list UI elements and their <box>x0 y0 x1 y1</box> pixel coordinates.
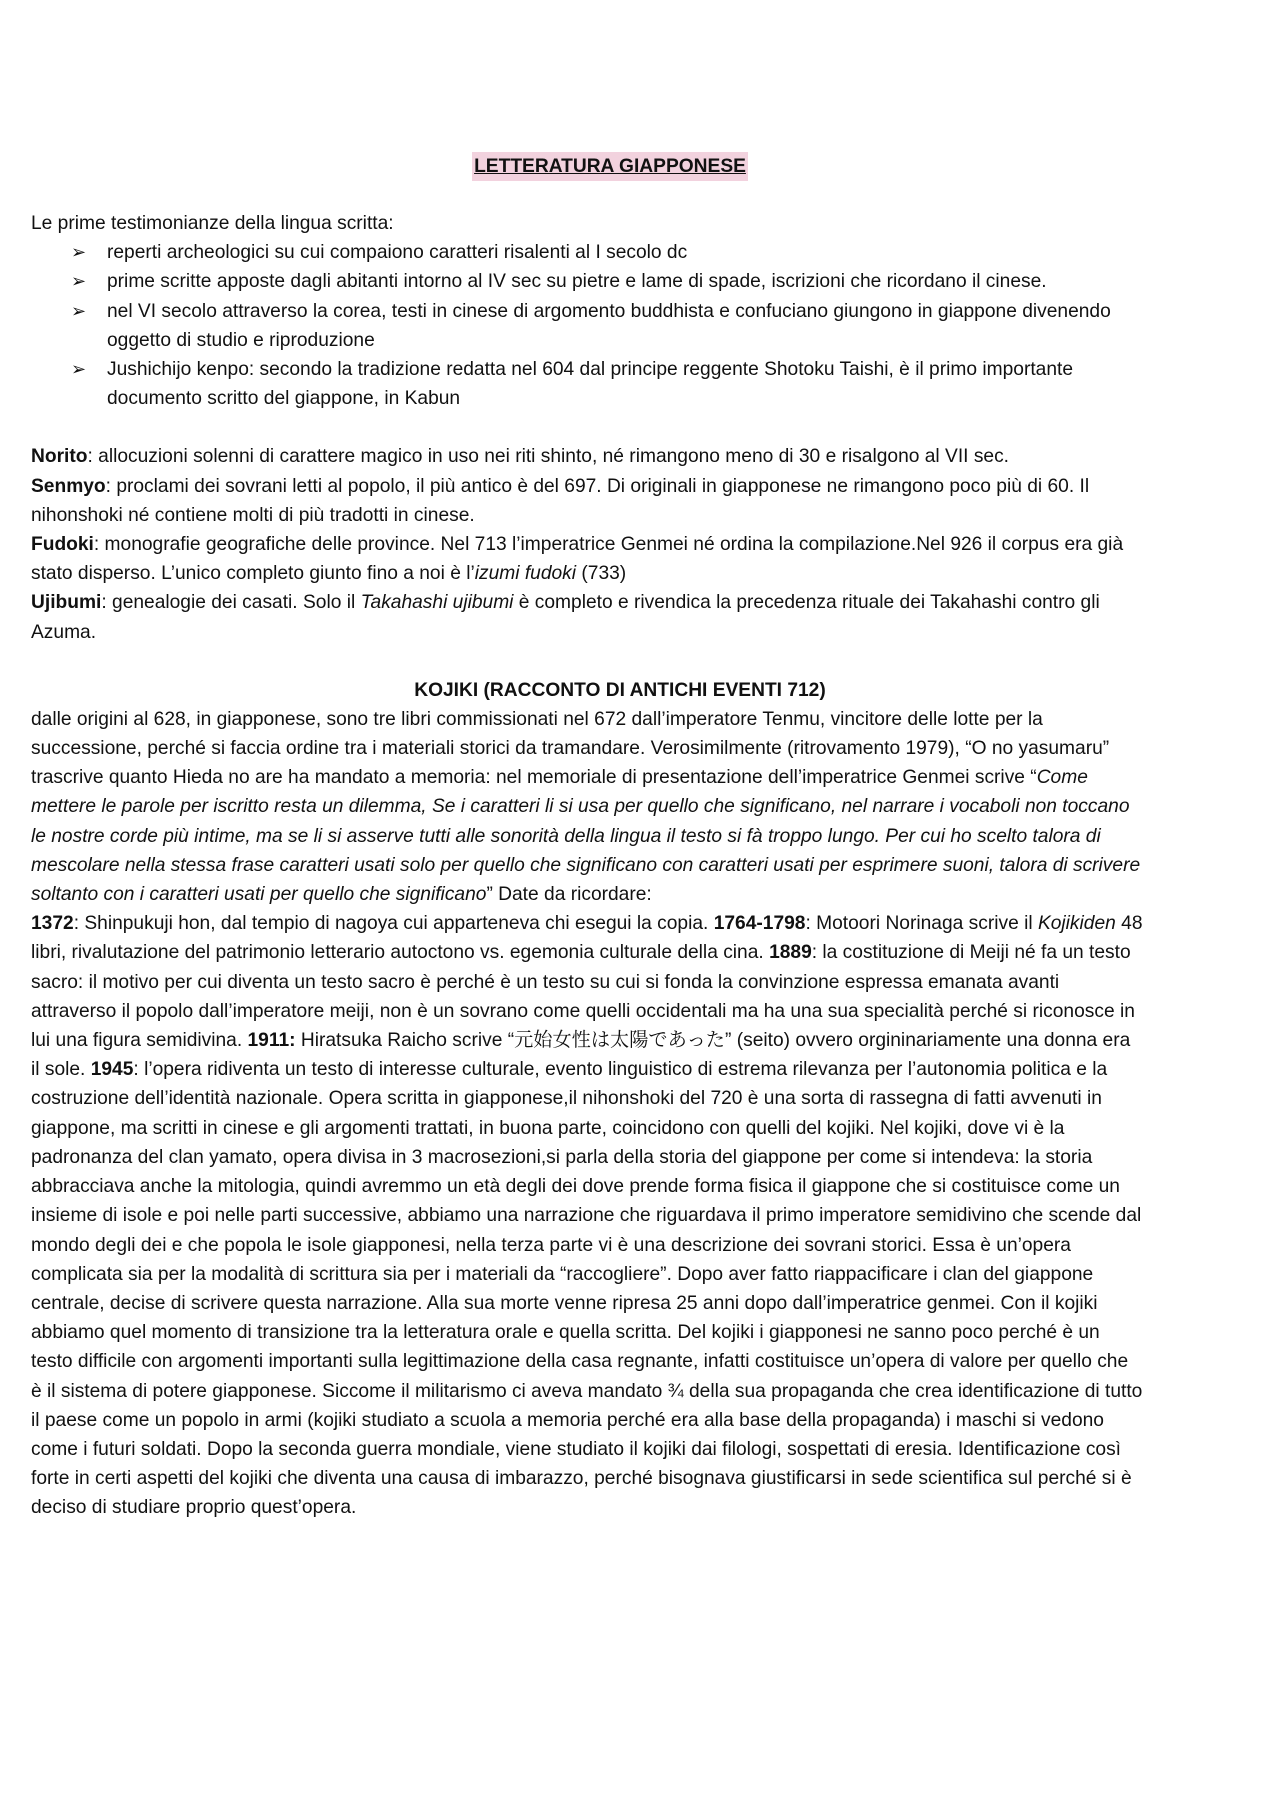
date-1372: 1372 <box>31 913 74 935</box>
definition-fudoki <box>31 530 1143 588</box>
definition-norito <box>31 442 1143 471</box>
definition-senmyo <box>31 472 1143 530</box>
intro-line: Le prime testimonianze della lingua scritta: <box>31 213 394 234</box>
list-item <box>31 238 1143 267</box>
body-text: Hiratsuka Raicho scrive “元始女性は太陽であった” (seito) ovvero orgininariamente una donna era il sole. <box>31 1030 1131 1081</box>
body-text: 48 libri, rivalutazione del patrimonio letterario autoctono vs. egemonia culturale della cina. <box>31 913 1143 964</box>
spacer <box>31 413 1143 442</box>
date-1889: 1889 <box>769 942 812 964</box>
arrowhead-bullet-icon: ➢ <box>71 359 87 381</box>
definition-text: : monografie geografiche delle province. Nel 713 l’imperatrice Genmei né ordina la compilazione.Nel 926 il corpus era già stato disperso. L’unico completo giunto fino a noi è l’ <box>31 534 1124 585</box>
definition-italic-title: Takahashi ujibumi <box>360 592 514 614</box>
list-item-text: nel VI secolo attraverso la corea, testi in cinese di argomento buddhista e confuciano giungono in giappone divenendo oggetto di studio e riproduzione <box>107 300 1111 351</box>
list-item <box>31 267 1143 296</box>
arrowhead-bullet-icon: ➢ <box>71 300 87 322</box>
body-text: : l’opera ridiventa un testo di interesse culturale, evento linguistico di estrema rilevanza per l’autonomia politica e la costruzione dell’identità nazionale. Opera scritta in giapponese,il nihonshoki del 720 è una sorta di rassegna di fatti avvenuti in giappone, ma scritti in cinese e gli argomenti trattati, in buona parte, coincidono con quelli del kojiki. Nel kojiki, dove vi è la padronanza del clan yamato, opera divisa in 3 macrosezioni,si parla della storia del giappone per come si intendeva: la storia abbracciava anche la mitologia, quindi avremmo un età degli dei dove prende forma fisica il giappone che si costituisce come un insieme di isole e poi nelle parti successive, abbiamo una narrazione che riguardava il primo imperatore semidivino che scende dal mondo degli dei e che popola le isole giapponesi, nella terza parte vi è una descrizione dei sovrani storici. Essa è un’opera complicata sia per la modalità di scrittura sia per i materiali da “raccogliere”. Dopo aver fatto riappacificare i clan del giappone centrale, decise di scrivere questa narrazione. Alla sua morte venne ripresa 25 anni dopo dall’imperatrice genmei. Con il kojiki abbiamo quel momento di transizione tra la letteratura orale e quella scritta. Del kojiki i giapponesi ne sanno poco perché è un testo difficile con argomenti importanti sulla legittimazione della casa regnante, infatti costituisce un’opera di valore per quello che è il sistema di potere giapponese. Siccome il militarismo ci aveva mandato ¾ della sua propaganda che crea identificazione di tutto il paese come un popolo in armi (kojiki studiato a scuola a memoria perché era alla base della propaganda) i maschi si vedono come i futuri soldati. Dopo la seconda guerra mondiale, viene studiato il kojiki dai filologi, sospettati di eresia. Identificazione così forte in certi aspetti del kojiki che diventa una causa di imbarazzo, perché bisognava giustificarsi in sede scientifica sul perché si è deciso di studiare proprio quest’opera. <box>31 1059 1143 1519</box>
date-1945: 1945 <box>90 1059 134 1081</box>
body-text: : Motoori Norinaga scrive il <box>805 913 1038 935</box>
document-page <box>31 152 1143 1523</box>
genmei-quote: Come mettere le parole per iscritto resta un dilemma, Se i caratteri li si usa per quello che significano, nel narrare i vocaboli non toccano le nostre corde più intime, ma se li si asserve tutti alle sonorità della lingua il testo si fà troppo lungo. Per cui ho scelto talora di mescolare nella stessa frase caratteri usati solo per quello che significano con caratteri usati per esprimere suoni, talora di scrivere soltanto con i caratteri usati per quello che significano <box>31 767 1141 906</box>
date-1764-1798: 1764-1798 <box>713 913 806 935</box>
definition-term: Ujibumi <box>31 592 102 614</box>
body-text: ” Date da ricordare: <box>486 884 652 906</box>
definition-ujibumi <box>31 588 1143 646</box>
kojiki-body-paragraph <box>31 705 1143 1523</box>
body-text: dalle origini al 628, in giapponese, sono tre libri commissionati nel 672 dall’imperatore Tenmu, vincitore delle lotte per la successione, perché si faccia ordine tra i materiali storici da tramandare. Verosimilmente (ritrovamento 1979), “O no yasumaru” trascrive quanto Hieda no are ha mandato a memoria: nel memoriale di presentazione dell’imperatrice Genmei scrive “ <box>31 708 1110 789</box>
definition-text: (733) <box>576 563 627 585</box>
body-text: : Shinpukuji hon, dal tempio di nagoya cui apparteneva chi esegui la copia. <box>73 913 714 935</box>
intro-bullet-list <box>31 238 1143 413</box>
list-item-text: reperti archeologici su cui compaiono caratteri risalenti al I secolo dc <box>107 242 688 264</box>
page-title: LETTERATURA GIAPPONESE <box>472 152 748 181</box>
list-item <box>31 297 1143 355</box>
definition-text: : genealogie dei casati. Solo il <box>101 592 361 614</box>
definition-term: Norito <box>31 446 88 468</box>
arrowhead-bullet-icon: ➢ <box>71 242 87 264</box>
definition-text: è completo e rivendica la precedenza rituale dei Takahashi contro gli Azuma. <box>31 592 1100 643</box>
list-item-text: prime scritte apposte dagli abitanti intorno al IV sec su pietre e lame di spade, iscrizioni che ricordano il cinese. <box>107 271 1047 293</box>
definition-text: : allocuzioni solenni di carattere magico in uso nei riti shinto, né rimangono meno di 30 e risalgono al VII sec. <box>87 446 1010 468</box>
definition-italic-title: izumi fudoki <box>474 563 577 585</box>
kojikiden-title: Kojikiden <box>1037 913 1116 935</box>
section-heading-kojiki: KOJIKI (RACCONTO DI ANTICHI EVENTI 712) <box>414 679 826 701</box>
date-1911: 1911: <box>247 1030 296 1052</box>
definition-text: : proclami dei sovrani letti al popolo, il più antico è del 697. Di originali in giapponese ne rimangono poco più di 60. Il nihonshoki né contiene molti di più tradotti in cinese. <box>31 475 1090 526</box>
definition-term: Fudoki <box>31 534 94 556</box>
list-item <box>31 355 1143 413</box>
body-text: : la costituzione di Meiji né fa un testo sacro: il motivo per cui diventa un testo sacro è perché è un testo su cui si fonda la convinzione espressa emanata avanti attraverso il popolo dall’imperatore meiji, non è un sovrano come quelli occidentali ma ha una sua specialità perché si riconosce in lui una figura semidivina. <box>31 942 1135 1052</box>
spacer <box>31 647 1143 676</box>
list-item-text: Jushichijo kenpo: secondo la tradizione redatta nel 604 dal principe reggente Shotoku Taishi, è il primo importante documento scritto del giappone, in Kabun <box>107 359 1074 410</box>
definition-term: Senmyo <box>31 475 106 497</box>
arrowhead-bullet-icon: ➢ <box>71 271 87 293</box>
title-row <box>31 152 1143 181</box>
